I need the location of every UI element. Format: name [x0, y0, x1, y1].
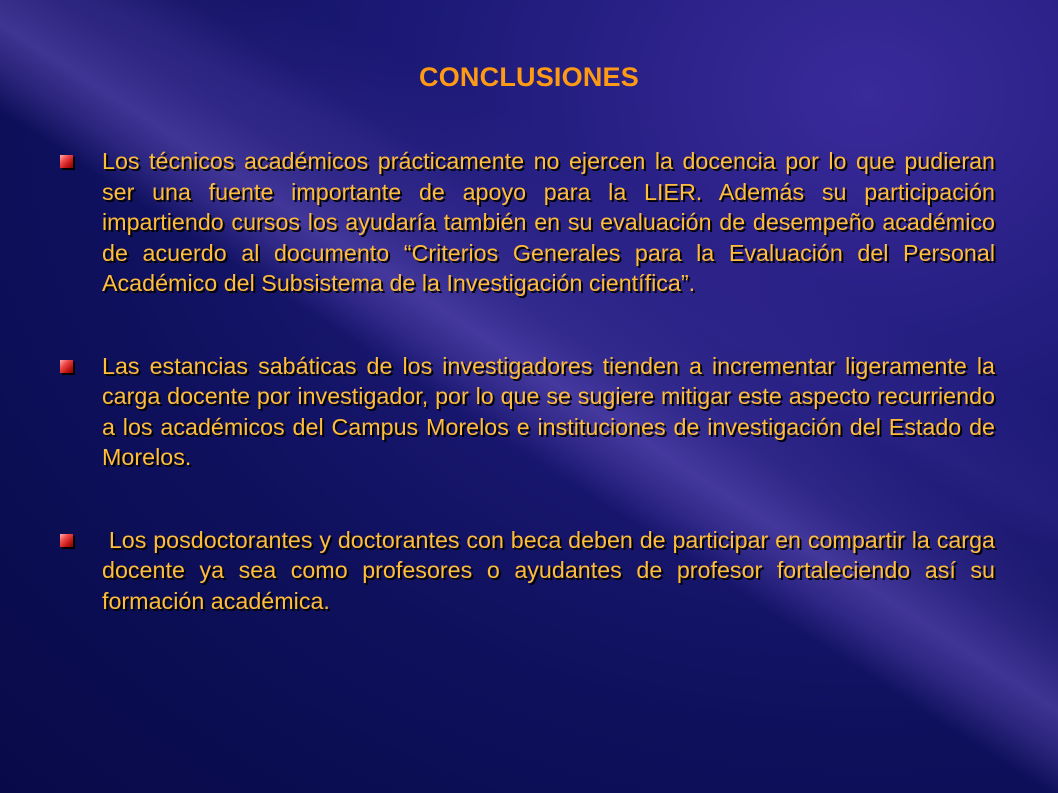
red-square-bullet-icon	[60, 534, 73, 547]
bullet-text: Los posdoctorantes y doctorantes con beca deben de participar en compartir la carga docente ya sea como profesores o ayudantes de profesor fortaleciendo así su formación académica.	[102, 526, 1002, 614]
bullet-text: Los técnicos académicos prácticamente no ejercen la docencia por lo que pudieran ser una fuente importante de apoyo para la LIER. Además su participación impartiendo cursos los ayudaría también en su evaluación de desempeño académico de acuerdo al documento “Criterios Generales para la Evaluación del Personal Académico del Subsistema de la Investigación científica”.	[102, 148, 995, 296]
bullet-list	[102, 146, 1002, 616]
bullet-item	[102, 525, 1002, 617]
red-square-bullet-icon	[60, 155, 73, 168]
red-square-bullet-icon	[60, 360, 73, 373]
bullet-item	[102, 351, 995, 473]
bullet-item	[102, 146, 995, 299]
bullet-text: Las estancias sabáticas de los investigadores tienden a incrementar ligeramente la carga docente por investigador, por lo que se sugiere mitigar este aspecto recurriendo a los académicos del Campus Morelos e instituciones de investigación del Estado de Morelos.	[102, 352, 995, 470]
slide-title: CONCLUSIONES	[419, 62, 639, 92]
